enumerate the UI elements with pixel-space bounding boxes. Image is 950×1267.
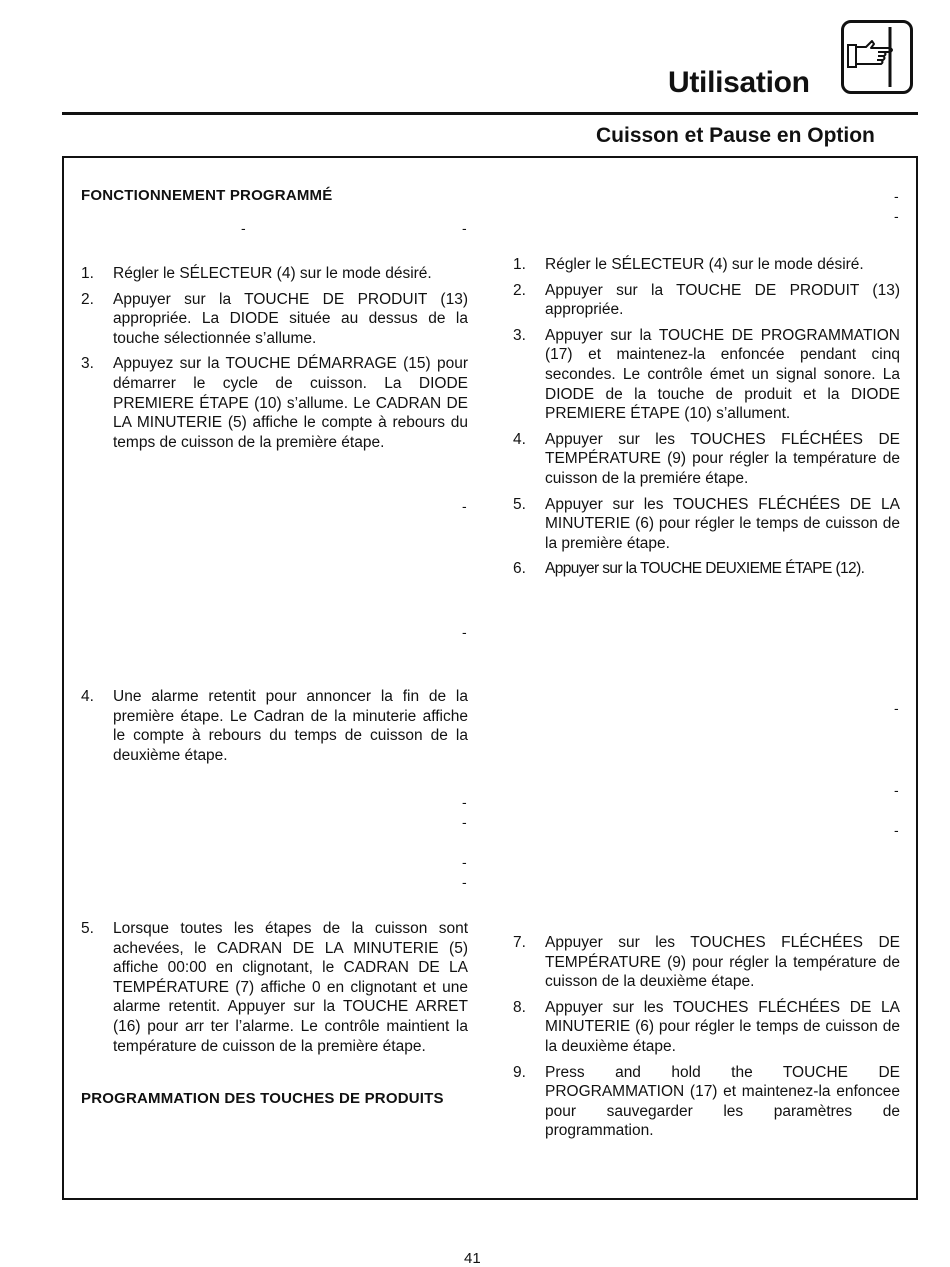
left-heading-2: PROGRAMMATION DES TOUCHES DE PRODUITS (81, 1090, 444, 1107)
dash-marker: - (462, 874, 467, 890)
list-item (81, 919, 468, 1056)
dash-marker: - (462, 854, 467, 870)
dash-marker: - (894, 208, 899, 224)
list-item-text: Régler le SÉLECTEUR (4) sur le mode désiré. (545, 256, 864, 273)
list-item-text: Lorsque toutes les étapes de la cuisson sont achevées, le CADRAN DE LA MINUTERIE (5) affiche 00:00 en clignotant, le CADRAN DE LA TEMPÉRATURE (7) affiche 0 en clignotant et une alarme retentit. Appuyer sur la TOUCHE ARRET (16) pour arr ter l’alarme. Le contrôle maintient la température de cuisson de la première étape. (113, 920, 468, 1055)
pointing-hand-icon (841, 20, 913, 94)
list-item-number: 8. (513, 998, 526, 1016)
dash-marker: - (462, 624, 467, 640)
dash-marker: - (894, 188, 899, 204)
list-item-text: Appuyer sur la TOUCHE DE PRODUIT (13) appropriée. La DIODE située au dessus de la touche sélectionnée s’allume. (113, 290, 468, 347)
header-rule (62, 112, 918, 115)
list-item-text: Appuyer sur les TOUCHES FLÉCHÉES DE LA MINUTERIE (6) pour régler le temps de cuisson de la première étape. (545, 495, 900, 552)
list-item-number: 4. (81, 688, 94, 705)
list-item (513, 933, 900, 992)
list-item-text: Appuyer sur la TOUCHE DEUXIEME ÉTAPE (12). (545, 560, 865, 578)
list-item-number: 6. (513, 560, 526, 578)
dash-marker: - (241, 220, 246, 236)
pointing-hand-icon-graphic (844, 23, 910, 91)
left-steps-1-3 (81, 264, 468, 458)
section-title: Cuisson et Pause en Option (596, 124, 875, 147)
dash-marker: - (894, 822, 899, 838)
list-item-number: 9. (513, 1063, 526, 1081)
right-steps-1-6 (513, 255, 900, 585)
list-item-number: 3. (81, 355, 94, 373)
list-item-number: 5. (81, 920, 94, 937)
list-item (513, 326, 900, 424)
list-item-text: Appuyer sur les TOUCHES FLÉCHÉES DE LA MINUTERIE (6) pour régler le temps de cuisson de la deuxième étape. (545, 998, 900, 1055)
list-item (513, 998, 900, 1057)
list-item-number: 7. (513, 934, 526, 951)
list-item (513, 281, 900, 320)
list-item-text: Appuyer sur la TOUCHE DE PROGRAMMATION (17) et maintenez-la enfoncée pendant cinq secondes. Le contrôle émet un signal sonore. La DIODE de la touche de produit et la DIODE PREMIERE ÉTAPE (10) s’allument. (545, 326, 900, 423)
left-heading: FONCTIONNEMENT PROGRAMMÉ (81, 187, 333, 204)
dash-marker: - (894, 782, 899, 798)
list-item (513, 1063, 900, 1141)
list-item (513, 255, 900, 275)
list-item-text: Appuyer sur les TOUCHES FLÉCHÉES DE TEMPÉRATURE (9) pour régler la température de cuisson de la premiére étape. (545, 430, 900, 487)
list-item (81, 354, 468, 452)
list-item-text: Press and hold the TOUCHE DE PROGRAMMATION (17) et maintenez-la enfoncee pour sauvegarder les paramètres de programmation. (545, 1063, 900, 1140)
list-item (513, 559, 900, 579)
list-item-number: 2. (513, 281, 526, 299)
list-item-number: 1. (513, 256, 526, 273)
list-item-text: Appuyer sur les TOUCHES FLÉCHÉES DE TEMPÉRATURE (9) pour régler la température de cuisson de la deuxième étape. (545, 934, 900, 991)
list-item (513, 430, 900, 489)
left-step-4 (81, 687, 468, 771)
list-item-text: Une alarme retentit pour annoncer la fin de la première étape. Le Cadran de la minuterie affiche le compte à rebours du temps de cuisson de la deuxième étape. (113, 688, 468, 764)
list-item-number: 2. (81, 290, 94, 308)
list-item-number: 4. (513, 430, 526, 448)
list-item-text: Appuyez sur la TOUCHE DÉMARRAGE (15) pour démarrer le cycle de cuisson. La DIODE PREMIERE ÉTAPE (10) s’allume. Le CADRAN DE LA MINUTERIE (5) affiche le compte à rebours du temps de cuisson de la première étape. (113, 355, 468, 451)
dash-marker: - (462, 220, 467, 236)
page-header-title: Utilisation (668, 66, 810, 99)
dash-marker: - (462, 814, 467, 830)
list-item (513, 495, 900, 554)
left-step-5 (81, 919, 468, 1062)
list-item (81, 290, 468, 349)
page-number: 41 (464, 1250, 481, 1267)
list-item (81, 264, 468, 284)
dash-marker: - (894, 700, 899, 716)
list-item-number: 5. (513, 495, 526, 513)
list-item-number: 3. (513, 326, 526, 344)
dash-marker: - (462, 498, 467, 514)
right-steps-7-9 (513, 933, 900, 1147)
list-item-text: Appuyer sur la TOUCHE DE PRODUIT (13) appropriée. (545, 281, 900, 319)
list-item-number: 1. (81, 265, 94, 282)
list-item-text: Régler le SÉLECTEUR (4) sur le mode désiré. (113, 265, 432, 282)
dash-marker: - (462, 794, 467, 810)
list-item (81, 687, 468, 765)
